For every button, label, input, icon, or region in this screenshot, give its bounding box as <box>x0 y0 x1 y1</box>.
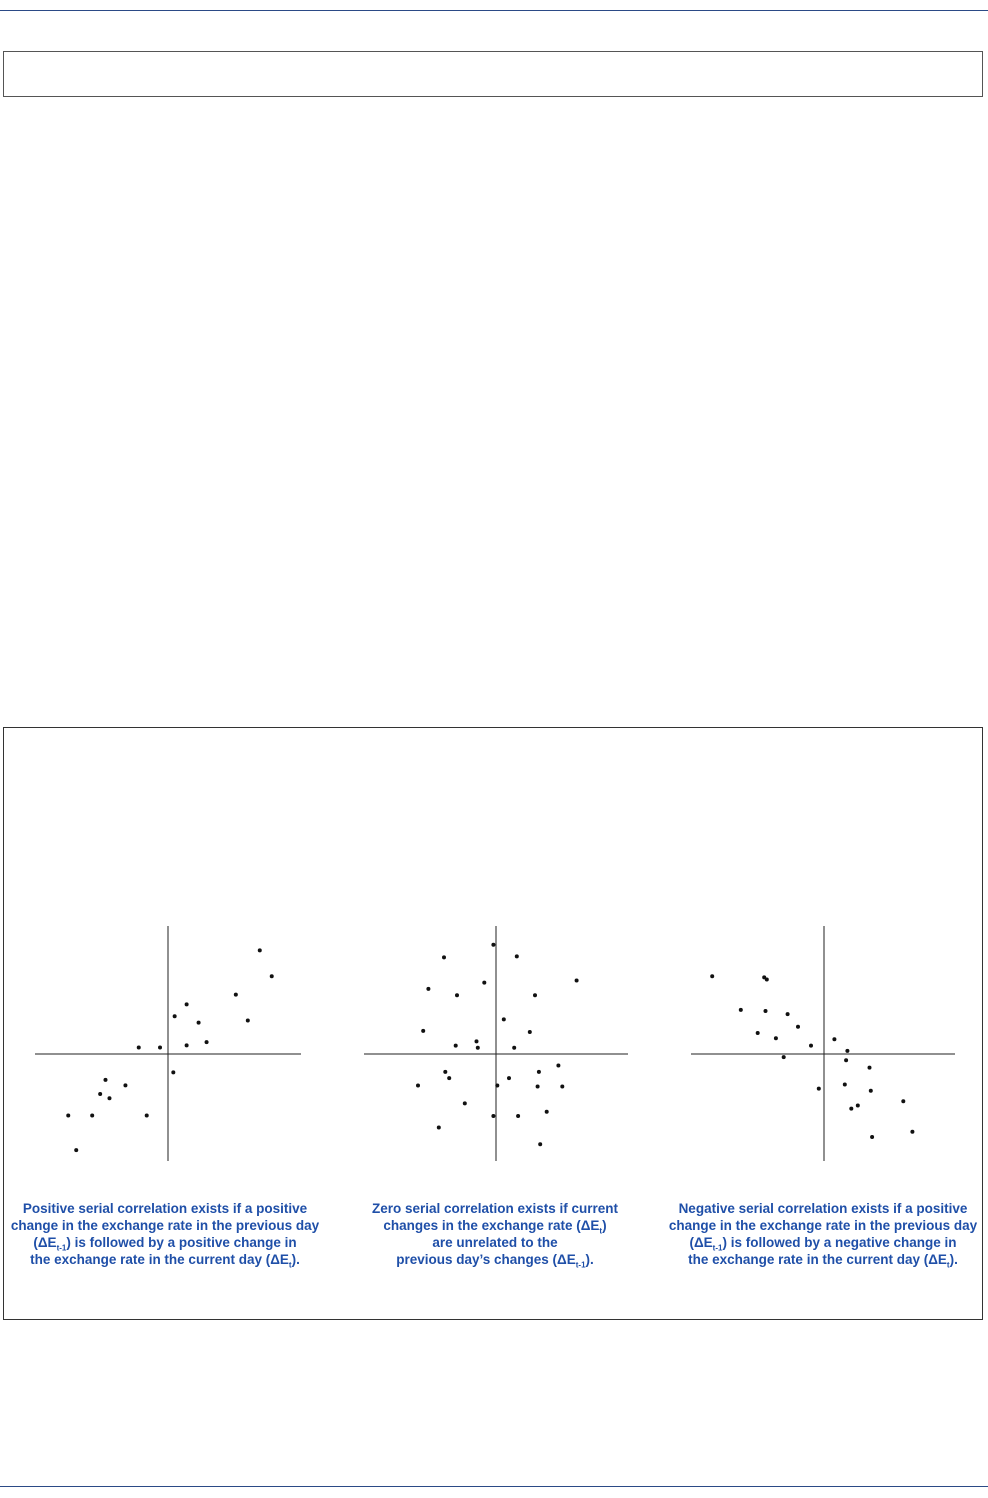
data-point <box>560 1085 564 1089</box>
scatter-panel-positive <box>35 926 301 1161</box>
data-point <box>455 993 459 997</box>
data-point <box>426 987 430 991</box>
data-point <box>443 1070 447 1074</box>
caption-text: ). <box>949 1252 958 1267</box>
scatter-panel-negative <box>691 926 955 1161</box>
data-point <box>856 1103 860 1107</box>
caption-line: Negative serial correlation exists if a positive <box>678 1201 968 1216</box>
data-point <box>185 1043 189 1047</box>
caption-negative <box>658 1200 988 1268</box>
data-point <box>869 1089 873 1093</box>
data-point <box>482 981 486 985</box>
data-point <box>491 943 495 947</box>
data-point <box>437 1126 441 1130</box>
data-point <box>756 1031 760 1035</box>
caption-line <box>658 1251 988 1268</box>
data-point <box>454 1044 458 1048</box>
data-point <box>786 1012 790 1016</box>
data-point <box>476 1046 480 1050</box>
data-point <box>545 1110 549 1114</box>
caption-text: ) <box>602 1218 607 1233</box>
data-point <box>870 1135 874 1139</box>
data-point <box>416 1084 420 1088</box>
caption-line: Zero serial correlation exists if current <box>371 1201 619 1216</box>
data-point <box>515 954 519 958</box>
data-point <box>844 1058 848 1062</box>
data-point <box>556 1064 560 1068</box>
data-point <box>491 1114 495 1118</box>
data-point <box>817 1087 821 1091</box>
data-point <box>782 1055 786 1059</box>
data-point <box>774 1036 778 1040</box>
data-point <box>845 1049 849 1053</box>
data-point <box>90 1114 94 1118</box>
caption-line <box>658 1234 988 1251</box>
data-point <box>66 1114 70 1118</box>
data-point <box>123 1083 127 1087</box>
data-point <box>901 1099 905 1103</box>
data-point <box>137 1046 141 1050</box>
data-point <box>158 1046 162 1050</box>
data-point <box>495 1084 499 1088</box>
caption-subscript: t-1 <box>575 1260 586 1270</box>
caption-text: (ΔE <box>33 1235 57 1250</box>
data-point <box>173 1014 177 1018</box>
data-point <box>739 1008 743 1012</box>
data-point <box>843 1082 847 1086</box>
data-point <box>537 1070 541 1074</box>
data-point <box>107 1096 111 1100</box>
caption-text: ) is followed by a positive change in <box>66 1235 297 1250</box>
caption-line: change in the exchange rate in the previous day <box>668 1218 978 1233</box>
data-point <box>447 1076 451 1080</box>
data-point <box>171 1070 175 1074</box>
caption-subscript: t <box>946 1260 950 1270</box>
caption-line: are unrelated to the <box>432 1235 558 1250</box>
data-point <box>197 1021 201 1025</box>
caption-subscript: t-1 <box>56 1243 67 1253</box>
caption-text: changes in the exchange rate (ΔE <box>383 1218 600 1233</box>
data-point <box>849 1107 853 1111</box>
caption-line <box>0 1251 330 1268</box>
data-point <box>258 948 262 952</box>
data-point <box>832 1037 836 1041</box>
data-point <box>502 1017 506 1021</box>
caption-line: change in the exchange rate in the previous day <box>10 1218 320 1233</box>
caption-line: Positive serial correlation exists if a positive <box>22 1201 308 1216</box>
data-point <box>796 1025 800 1029</box>
data-point <box>185 1002 189 1006</box>
data-point <box>809 1044 813 1048</box>
data-point <box>516 1114 520 1118</box>
caption-zero <box>330 1200 660 1268</box>
data-point <box>421 1029 425 1033</box>
caption-subscript: t-1 <box>712 1243 723 1253</box>
data-point <box>765 977 769 981</box>
caption-text: (ΔE <box>689 1235 713 1250</box>
data-point <box>533 993 537 997</box>
data-point <box>475 1039 479 1043</box>
data-point <box>98 1092 102 1096</box>
data-point <box>868 1066 872 1070</box>
caption-text: ) is followed by a negative change in <box>722 1235 957 1250</box>
data-point <box>205 1040 209 1044</box>
data-point <box>512 1046 516 1050</box>
data-point <box>103 1078 107 1082</box>
caption-positive <box>0 1200 330 1268</box>
caption-line <box>0 1234 330 1251</box>
data-point <box>528 1030 532 1034</box>
data-point <box>910 1130 914 1134</box>
data-point <box>538 1142 542 1146</box>
bottom-rule <box>0 1486 988 1487</box>
data-point <box>764 1009 768 1013</box>
data-point <box>234 993 238 997</box>
caption-text: the exchange rate in the current day (ΔE <box>30 1252 289 1267</box>
data-point <box>575 979 579 983</box>
caption-line <box>330 1251 660 1268</box>
caption-line <box>330 1217 660 1234</box>
data-point <box>246 1019 250 1023</box>
caption-subscript: t <box>599 1226 603 1236</box>
data-point <box>145 1114 149 1118</box>
caption-text: previous day’s changes (ΔE <box>396 1252 576 1267</box>
caption-text: ). <box>291 1252 300 1267</box>
caption-text: the exchange rate in the current day (ΔE <box>688 1252 947 1267</box>
data-point <box>442 955 446 959</box>
caption-subscript: t <box>288 1260 292 1270</box>
data-point <box>710 974 714 978</box>
data-point <box>270 974 274 978</box>
caption-text: ). <box>585 1252 594 1267</box>
data-point <box>74 1148 78 1152</box>
data-point <box>536 1085 540 1089</box>
scatter-panel-zero <box>364 926 628 1161</box>
data-point <box>507 1076 511 1080</box>
data-point <box>463 1101 467 1105</box>
